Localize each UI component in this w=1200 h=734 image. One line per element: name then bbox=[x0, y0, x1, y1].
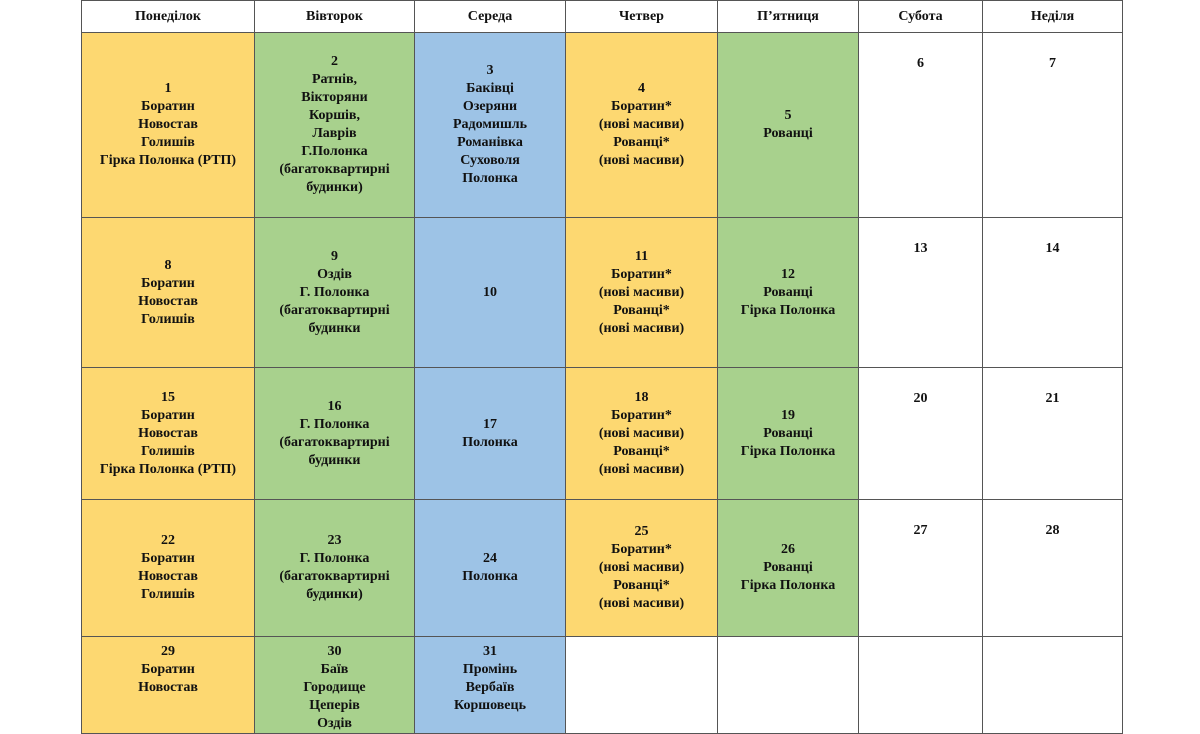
calendar-table bbox=[81, 0, 1123, 734]
day-number: 8 bbox=[164, 257, 172, 273]
village-name: Полонка bbox=[462, 569, 518, 584]
day-number: 6 bbox=[917, 56, 924, 71]
day-cell bbox=[415, 218, 566, 368]
village-name: Городище bbox=[303, 680, 366, 695]
day-number: 4 bbox=[638, 81, 645, 96]
day-number: 26 bbox=[781, 542, 795, 557]
village-name: Лаврів bbox=[312, 126, 357, 141]
day-number: 27 bbox=[913, 523, 928, 538]
week-row bbox=[82, 218, 1123, 368]
village-name: (нові масиви) bbox=[598, 425, 685, 441]
village-name: Гірка Полонка bbox=[740, 578, 836, 593]
village-name: Промінь bbox=[462, 662, 518, 677]
village-name: (багатоквартирні bbox=[279, 162, 390, 177]
day-cell bbox=[82, 368, 255, 500]
day-number: 30 bbox=[327, 644, 342, 659]
village-name: Боратин* bbox=[611, 266, 672, 282]
day-number: 12 bbox=[781, 266, 795, 282]
day-number: 7 bbox=[1049, 56, 1056, 71]
village-name: Коршів, bbox=[308, 108, 360, 123]
village-name: Г. Полонка bbox=[299, 416, 370, 432]
village-name: (нові масиви) bbox=[598, 284, 685, 300]
village-name: Боратин bbox=[141, 99, 195, 114]
village-name: Рованці bbox=[763, 126, 813, 141]
day-cell bbox=[415, 637, 566, 734]
week-row bbox=[82, 637, 1123, 734]
day-number: 9 bbox=[331, 248, 338, 264]
week-row bbox=[82, 368, 1123, 500]
day-cell bbox=[566, 218, 718, 368]
village-name: Боратин bbox=[141, 662, 195, 677]
weekday-header-wednesday: Середа bbox=[415, 1, 566, 33]
village-name: (нові масиви) bbox=[598, 320, 685, 336]
village-name: Голишів bbox=[141, 587, 195, 602]
village-name: будинки) bbox=[306, 587, 363, 602]
village-name: Боратин* bbox=[611, 99, 672, 114]
day-number: 29 bbox=[161, 644, 175, 659]
village-name: Боратин bbox=[141, 275, 195, 291]
village-name: Новостав bbox=[138, 680, 198, 695]
village-name: будинки bbox=[308, 320, 361, 336]
village-name: (багатоквартирні bbox=[279, 434, 390, 450]
village-name: Новостав bbox=[138, 117, 198, 132]
village-name: Баїв bbox=[320, 662, 349, 677]
village-name: Новостав bbox=[138, 425, 198, 441]
day-cell bbox=[859, 218, 983, 368]
day-cell bbox=[566, 500, 718, 637]
day-number: 16 bbox=[327, 398, 342, 414]
village-name: Голишів bbox=[141, 311, 195, 327]
day-cell bbox=[82, 500, 255, 637]
village-name: Баківці bbox=[466, 81, 514, 96]
day-cell bbox=[255, 218, 415, 368]
village-name: (багатоквартирні bbox=[279, 302, 390, 318]
day-number: 17 bbox=[483, 416, 497, 432]
day-number: 11 bbox=[634, 248, 649, 264]
village-name: Голишів bbox=[141, 135, 195, 150]
village-name: Озеряни bbox=[462, 99, 518, 114]
village-name: Новостав bbox=[138, 569, 198, 584]
day-cell bbox=[566, 368, 718, 500]
village-name: Рованці* bbox=[613, 443, 670, 459]
village-name: Оздів bbox=[317, 266, 352, 282]
village-name: (багатоквартирні bbox=[279, 569, 390, 584]
day-number: 25 bbox=[634, 524, 649, 539]
weekday-header-row bbox=[82, 1, 1123, 33]
village-name: Полонка bbox=[462, 434, 518, 450]
village-name: будинки bbox=[308, 452, 361, 468]
village-name: Рованці* bbox=[613, 578, 670, 593]
day-cell bbox=[983, 218, 1123, 368]
village-name: Вікторяни bbox=[301, 90, 368, 105]
day-number: 28 bbox=[1045, 523, 1060, 538]
village-name: (нові масиви) bbox=[598, 596, 685, 611]
day-number: 13 bbox=[913, 241, 928, 256]
day-number: 1 bbox=[164, 81, 172, 96]
day-cell bbox=[859, 368, 983, 500]
day-cell bbox=[82, 33, 255, 218]
village-name: Коршовець bbox=[454, 698, 526, 713]
village-name: Рованці* bbox=[613, 302, 670, 318]
empty-day-cell bbox=[983, 637, 1123, 734]
village-name: Оздів bbox=[317, 716, 352, 731]
day-cell bbox=[415, 33, 566, 218]
village-name: Вербаїв bbox=[465, 680, 515, 695]
village-name: будинки) bbox=[306, 180, 363, 195]
day-cell bbox=[718, 33, 859, 218]
day-cell bbox=[415, 500, 566, 637]
day-cell bbox=[255, 637, 415, 734]
day-number: 21 bbox=[1045, 391, 1060, 406]
weekday-header-monday: Понеділок bbox=[82, 1, 255, 33]
day-number: 18 bbox=[634, 389, 649, 405]
schedule-calendar bbox=[81, 0, 1123, 734]
day-cell bbox=[859, 500, 983, 637]
village-name: Боратин bbox=[141, 407, 195, 423]
day-cell bbox=[983, 33, 1123, 218]
village-name: Гірка Полонка bbox=[740, 302, 836, 318]
weekday-header-thursday: Четвер bbox=[566, 1, 718, 33]
village-name: Г. Полонка bbox=[299, 284, 370, 300]
village-name: Гірка Полонка (РТП) bbox=[99, 153, 237, 168]
day-cell bbox=[566, 33, 718, 218]
weekday-header-sunday: Неділя bbox=[983, 1, 1123, 33]
village-name: Боратин bbox=[141, 551, 195, 566]
village-name: Голишів bbox=[141, 443, 195, 459]
village-name: Гірка Полонка bbox=[740, 443, 836, 459]
day-cell bbox=[718, 500, 859, 637]
day-cell bbox=[718, 368, 859, 500]
weekday-header-friday: П’ятниця bbox=[718, 1, 859, 33]
day-number: 14 bbox=[1045, 241, 1060, 256]
day-number: 5 bbox=[784, 108, 792, 123]
village-name: Новостав bbox=[138, 293, 198, 309]
village-name: Гірка Полонка (РТП) bbox=[99, 461, 237, 477]
empty-day-cell bbox=[859, 637, 983, 734]
day-cell bbox=[255, 500, 415, 637]
village-name: Рованці bbox=[763, 284, 813, 300]
village-name: Ратнів, bbox=[311, 72, 358, 87]
village-name: Рованці bbox=[763, 560, 813, 575]
day-number: 19 bbox=[781, 407, 795, 423]
day-cell bbox=[859, 33, 983, 218]
empty-day-cell bbox=[718, 637, 859, 734]
day-number: 15 bbox=[161, 389, 175, 405]
weekday-header-tuesday: Вівторок bbox=[255, 1, 415, 33]
day-number: 3 bbox=[486, 63, 494, 78]
day-number: 22 bbox=[161, 533, 175, 548]
day-cell bbox=[255, 368, 415, 500]
day-cell bbox=[255, 33, 415, 218]
village-name: Боратин* bbox=[611, 542, 672, 557]
day-number: 31 bbox=[483, 644, 497, 659]
village-name: Цеперів bbox=[309, 698, 360, 713]
village-name: Боратин* bbox=[611, 407, 672, 423]
village-name: (нові масиви) bbox=[598, 117, 685, 132]
village-name: (нові масиви) bbox=[598, 461, 685, 477]
village-name: Суховоля bbox=[460, 153, 520, 168]
week-row bbox=[82, 33, 1123, 218]
village-name: Г.Полонка bbox=[301, 144, 368, 159]
village-name: Радомишль bbox=[452, 117, 528, 132]
empty-day-cell bbox=[566, 637, 718, 734]
village-name: (нові масиви) bbox=[598, 560, 685, 575]
day-cell bbox=[415, 368, 566, 500]
village-name: Романівка bbox=[457, 135, 523, 150]
village-name: Г. Полонка bbox=[299, 551, 370, 566]
weekday-header-saturday: Субота bbox=[859, 1, 983, 33]
day-cell bbox=[718, 218, 859, 368]
day-cell bbox=[82, 218, 255, 368]
village-name: Рованці* bbox=[613, 135, 670, 150]
day-number: 24 bbox=[483, 551, 497, 566]
day-cell bbox=[82, 637, 255, 734]
village-name: Полонка bbox=[462, 171, 518, 186]
day-number: 20 bbox=[913, 391, 928, 406]
day-number: 23 bbox=[327, 533, 342, 548]
week-row bbox=[82, 500, 1123, 637]
day-cell bbox=[983, 500, 1123, 637]
village-name: Рованці bbox=[763, 425, 813, 441]
village-name: (нові масиви) bbox=[598, 153, 685, 168]
day-number: 10 bbox=[483, 284, 497, 300]
day-cell bbox=[983, 368, 1123, 500]
day-number: 2 bbox=[331, 54, 338, 69]
